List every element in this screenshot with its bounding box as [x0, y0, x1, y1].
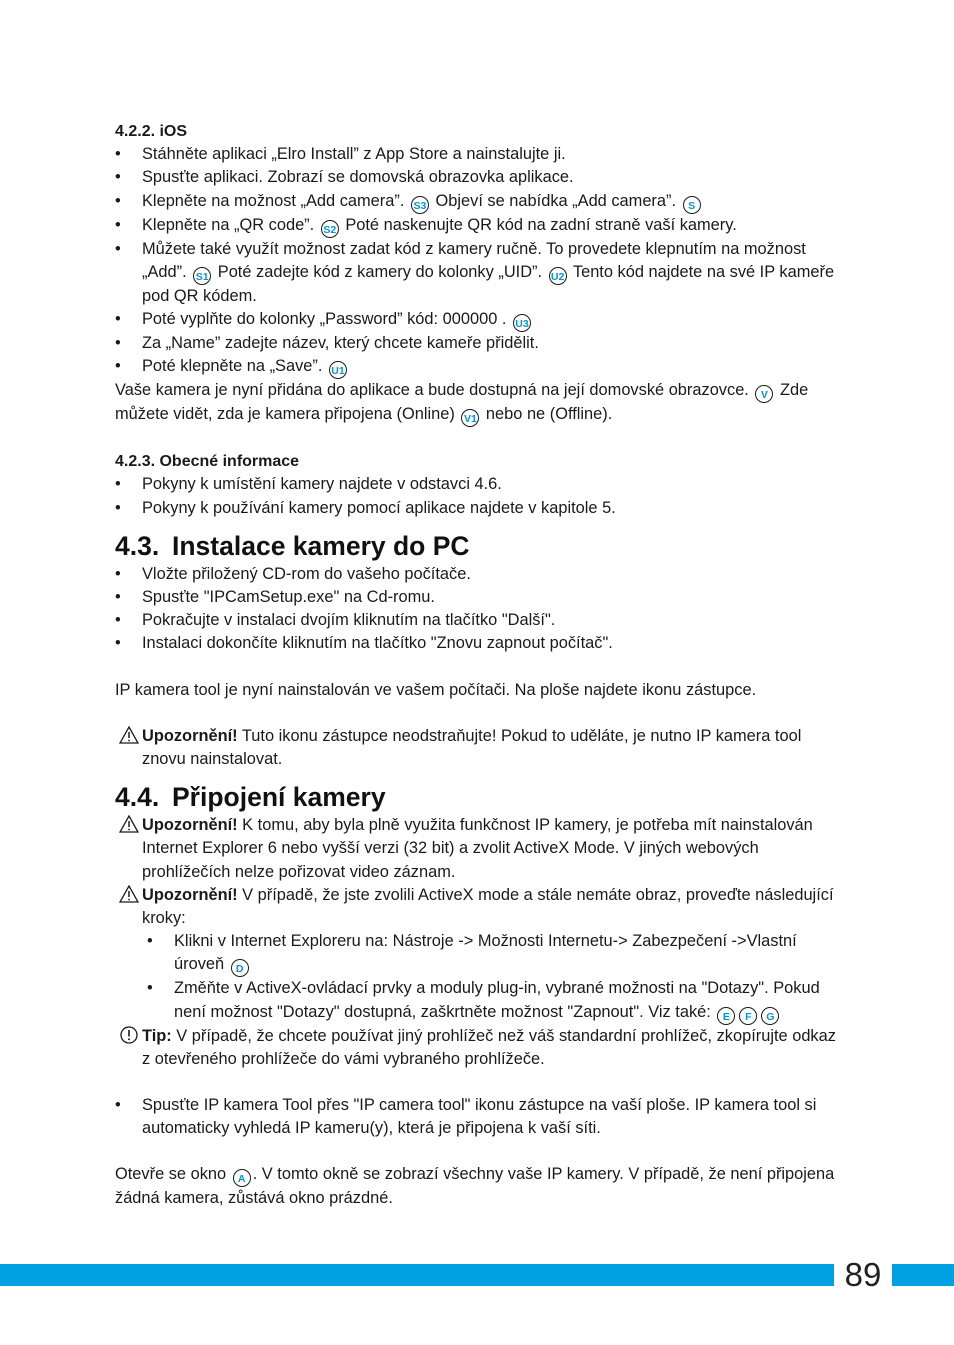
- warning-triangle-icon: [119, 885, 139, 903]
- marker-badge: U2: [549, 267, 567, 285]
- list-text: Za „Name” zadejte název, který chcete kameře přidělit.: [142, 334, 539, 353]
- marker-badge: F: [739, 1007, 757, 1025]
- list-text: Poté klepněte na „Save”.: [142, 357, 327, 376]
- pc-install-list: [115, 563, 840, 656]
- list-item: [115, 308, 840, 332]
- marker-badge: D: [231, 959, 249, 977]
- paragraph: IP kamera tool je nyní nainstalován ve vašem počítači. Na ploše najdete ikonu zástupce.: [115, 680, 757, 699]
- section-title: Instalace kamery do PC: [172, 530, 470, 561]
- paragraph-text: Otevře se okno: [115, 1165, 231, 1184]
- list-item: [147, 930, 840, 977]
- section-4-2-3-heading: 4.2.3. Obecné informace: [115, 453, 300, 471]
- marker-badge: S2: [321, 220, 339, 238]
- tip-label: Tip:: [142, 1026, 172, 1045]
- list-text: Klikni v Internet Exploreru na: Nástroje -> Možnosti Internetu-> Zabezpečení ->Vlastní úroveň: [174, 932, 797, 974]
- general-info-list: [115, 473, 840, 519]
- list-text: Změňte v ActiveX-ovládací prvky a moduly plug-in, vybrané možnosti na "Dotazy". Pokud není možnost "Dotazy" dostupná, zaškrtněte možnost "Zapnout". Viz také:: [174, 979, 820, 1021]
- warning-triangle-icon: [119, 726, 139, 744]
- tip-text: V případě, že chcete používat jiný prohlížeč než váš standardní prohlížeč, zkopírujte odkaz z otevřeného prohlížeče do vámi vybraného prohlížeče.: [142, 1026, 836, 1068]
- list-item: [115, 632, 840, 655]
- warning-text: Tuto ikonu zástupce neodstraňujte! Pokud to uděláte, je nutno IP kamera tool znovu nainstalovat.: [142, 726, 802, 769]
- ios-steps-list: [115, 143, 840, 379]
- paragraph: [115, 379, 840, 427]
- ip-tool-list: [115, 1094, 840, 1140]
- marker-badge: S: [683, 196, 701, 214]
- list-item: [115, 190, 840, 214]
- list-item: [115, 586, 840, 609]
- list-text: Spusťte IP kamera Tool přes "IP camera tool" ikonu zástupce na vaší ploše. IP kamera tool si automaticky vyhledá IP kameru(y), která je připojena k vaší síti.: [142, 1096, 817, 1138]
- section-number: 4.4.: [115, 782, 160, 813]
- marker-badge: G: [761, 1007, 779, 1025]
- list-text: Pokračujte v instalaci dvojím kliknutím na tlačítko "Další".: [142, 611, 556, 630]
- footer-bar: [0, 1264, 954, 1286]
- list-item: [115, 166, 840, 189]
- list-text: Pokyny k umístění kamery najdete v odstavci 4.6.: [142, 475, 502, 494]
- marker-badge: S1: [193, 267, 211, 285]
- section-4-3-heading: [115, 529, 840, 563]
- warning-triangle-icon: [119, 815, 139, 833]
- list-text: Pokyny k používání kamery pomocí aplikace najdete v kapitole 5.: [142, 498, 616, 517]
- marker-badge: S3: [411, 196, 429, 214]
- warning-text: V případě, že jste zvolili ActiveX mode a stále nemáte obraz, proveďte následující kroky:: [142, 885, 834, 928]
- list-item: [115, 214, 840, 238]
- list-text: Poté vyplňte do kolonky „Password” kód: 000000 .: [142, 310, 511, 329]
- marker-badge: V1: [461, 409, 479, 427]
- activex-steps-list: [147, 930, 840, 1024]
- list-text: Objeví se nabídka „Add camera”.: [430, 191, 681, 210]
- list-text: Vložte přiložený CD-rom do vašeho počítače.: [142, 564, 471, 583]
- page-number: 89: [834, 1254, 892, 1296]
- paragraph-text: Vaše kamera je nyní přidána do aplikace a bude dostupná na její domovské obrazovce.: [115, 381, 754, 400]
- marker-badge: U1: [329, 361, 347, 379]
- section-4-4-heading: [115, 780, 840, 814]
- paragraph-text: Zde můžete vidět, zda je kamera připojena (Online): [115, 381, 809, 424]
- list-text: Poté zadejte kód z kamery do kolonky „UID”.: [213, 262, 547, 281]
- list-item: [115, 609, 840, 632]
- list-item: [115, 143, 840, 166]
- list-item: [115, 355, 840, 379]
- warning-note: [115, 814, 840, 884]
- paragraph: [115, 1163, 840, 1210]
- list-text: Tento kód najdete na své IP kameře pod QR kódem.: [142, 262, 835, 305]
- warning-text: K tomu, aby byla plně využita funkčnost IP kamery, je potřeba mít nainstalován Internet Explorer 6 nebo vyšší verzi (32 bit) a zvolit ActiveX Mode. V jiných webových prohlížečích nelze pořizovat video záznam.: [142, 816, 813, 881]
- list-item: [115, 238, 840, 308]
- list-item: [115, 563, 840, 586]
- list-text: Poté naskenujte QR kód na zadní straně vaší kamery.: [340, 215, 737, 234]
- paragraph-text: . V tomto okně se zobrazí všechny vaše IP kamery. V případě, že není připojena žádná kamera, zůstává okno prázdné.: [115, 1165, 835, 1208]
- warning-label: Upozornění!: [142, 885, 238, 904]
- list-text: Klepněte na „QR code”.: [142, 215, 319, 234]
- list-item: [115, 473, 840, 496]
- list-item: [115, 332, 840, 355]
- warning-note: [115, 725, 840, 771]
- paragraph-text: nebo ne (Offline).: [481, 405, 613, 424]
- warning-label: Upozornění!: [142, 816, 238, 835]
- list-text: Stáhněte aplikaci „Elro Install” z App Store a nainstalujte ji.: [142, 145, 566, 164]
- list-item: [115, 1094, 840, 1140]
- warning-label: Upozornění!: [142, 726, 238, 745]
- section-number: 4.3.: [115, 530, 160, 561]
- list-text: Klepněte na možnost „Add camera”.: [142, 191, 409, 210]
- list-text: Spusťte aplikaci. Zobrazí se domovská obrazovka aplikace.: [142, 168, 574, 187]
- section-title: Připojení kamery: [172, 782, 386, 813]
- exclamation-circle-icon: [119, 1026, 139, 1044]
- list-text: Spusťte "IPCamSetup.exe" na Cd-romu.: [142, 588, 435, 607]
- marker-badge: V: [755, 385, 773, 403]
- section-4-2-2-heading: 4.2.2. iOS: [115, 123, 188, 140]
- marker-badge: U3: [513, 314, 531, 332]
- tip-note: [115, 1025, 840, 1071]
- list-text: Můžete také využít možnost zadat kód z kamery ručně. To provedete klepnutím na možnost „Add”.: [142, 239, 806, 281]
- list-item: [147, 977, 840, 1024]
- list-text: Instalaci dokončíte kliknutím na tlačítko "Znovu zapnout počítač".: [142, 634, 613, 653]
- list-item: [115, 497, 840, 520]
- warning-note: [115, 884, 840, 930]
- marker-badge: E: [717, 1007, 735, 1025]
- marker-badge: A: [233, 1169, 251, 1187]
- page-content: [115, 120, 840, 1211]
